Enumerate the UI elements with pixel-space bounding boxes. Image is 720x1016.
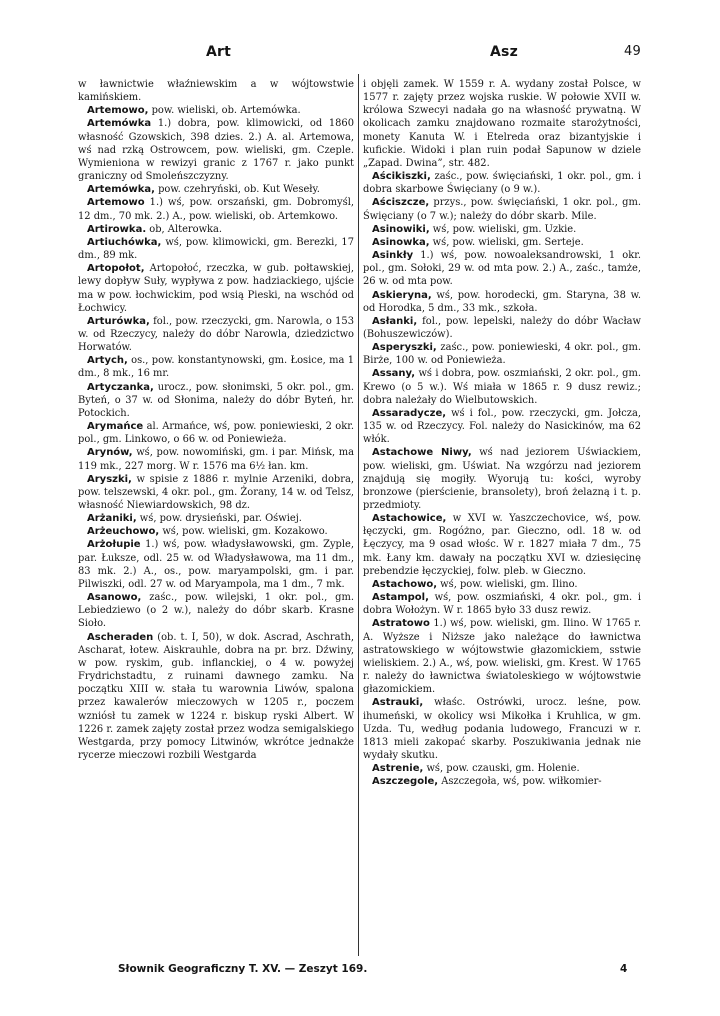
- entry-headword: Artemowo,: [87, 105, 149, 117]
- entry-text: Artopołoć, rzeczka, w gub. połtawskiej, lewy dopływ Suły, wypływa z pow. hadziackiego, ujście ma w pow. łochwickim, pod wsią Pieski, na wschód od Łochwicy.: [78, 263, 354, 314]
- left-column: [78, 78, 354, 954]
- dictionary-entry: [363, 617, 641, 696]
- entry-text: wś, pow. wieliski, gm. Uzkie.: [429, 223, 577, 235]
- entry-text: i objęli zamek. W 1559 r. A. wydany został Polsce, w 1577 r. zajęty przez wojska ruskie. W połowie XVII w. królowa Szwecyi nadała go na własność prywatną. W okolicach zamku znajdowano rozmaite starożytności, monety Kanuta W. i Etelreda oraz bizantyjskie i kufickie. Widoki i plan ruin podał Sapunow w dziele „Zapad. Dwina”, str. 482.: [363, 79, 641, 169]
- dictionary-entry: [363, 512, 641, 578]
- entry-headword: Asinowka,: [372, 236, 430, 248]
- dictionary-entry: [78, 538, 354, 591]
- dictionary-entry: [363, 236, 641, 249]
- dictionary-entry: [363, 367, 641, 406]
- dictionary-entry: [78, 446, 354, 472]
- entry-headword: Arynów,: [87, 447, 133, 459]
- entry-text: fol., pow. rzeczycki, gm. Narowla, o 153 w. od Rzeczycy, należy do dóbr Narowla, dziedzictwo Horwatów.: [78, 315, 354, 354]
- dictionary-entry: [78, 354, 354, 380]
- entry-text: wś, pow. horodecki, gm. Starynа, 38 w. od Horodka, 5 dm., 33 mk., szkoła.: [363, 289, 641, 314]
- entry-headword: Arymańce: [87, 421, 144, 433]
- entry-headword: Astachowe Niwy,: [372, 447, 472, 459]
- entry-text: w XVI w. Yaszczechovice, wś, pow. łęczycki, gm. Rogóżno, par. Gieczno, odl. 18 w. od Łęczycy, ma 9 osad włośc. W r. 1827 miała 7 dm., 75 mk. Łany km. dawały na początku XVI w. dziesięcinę prebendzie łęczyckiej, folw. pleb. w Gieczno.: [363, 513, 641, 577]
- entry-text: 1.) wś, pow. wieliski, gm. Ilino. W 1765 r. A. Wyższe i Niższe jako należące do ławnictwa astratowskiego w wójtowstwie głazomickiem, sstwie wieliskiem. 2.) A., wś, pow. wieliski, gm. Krest. W 1765 r. należy do ławnictwa światoleskiego w wójtowstwie głazomickiem.: [363, 618, 641, 696]
- entry-text: w spisie z 1886 r. mylnie Arzeniki, dobra, pow. telszewski, 4 okr. pol., gm. Żorany, 14 w. od Telsz, własność Niewiardowskich, 98 dz.: [78, 473, 354, 511]
- dictionary-entry: [78, 78, 354, 104]
- footer-sheet-number: 4: [620, 963, 628, 975]
- entry-headword: Asinowiki,: [372, 223, 430, 235]
- dictionary-entry: [363, 446, 641, 512]
- entry-headword: Astampol,: [372, 592, 429, 604]
- entry-headword: Assaradycze,: [372, 407, 447, 419]
- entry-text: wś, pow. nowomiński, gm. i par. Mińsk, ma 119 mk., 227 morg. W r. 1576 ma 6½ łan. km.: [78, 447, 354, 472]
- column-divider: [358, 74, 359, 956]
- dictionary-entry: [78, 473, 354, 512]
- entry-text: wś, pow. klimowicki, gm. Berezki, 17 dm., 89 mk.: [78, 236, 354, 262]
- entry-headword: Aścikiszki,: [372, 171, 431, 183]
- entry-text: wś i dobra, pow. oszmiański, 2 okr. pol., gm. Krewo (o 5 w.). Wś miała w 1865 r. 9 dusz rewiz.; dobra należały do Wielbutowskich.: [363, 368, 641, 406]
- entry-headword: Artiuchówka,: [87, 236, 162, 248]
- entry-text: Aszczegoła, wś, pow. wiłkomier-: [438, 776, 602, 788]
- dictionary-entry: [363, 696, 641, 762]
- entry-text: 1.) wś, pow. orszański, gm. Dobromyśl, 12 dm., 70 mk. 2.) A., pow. wieliski, ob. Artemkowo.: [78, 197, 354, 222]
- entry-headword: Artopołot,: [87, 263, 145, 275]
- entry-headword: Arżołupie: [87, 539, 141, 551]
- entry-text: 1.) wś, pow. władysławowski, gm. Zyple, par. Łuksze, odl. 25 w. od Władysławowa, ma 11 dm., 83 mk. 2.) A., os., pow. maryampolski, gm. i par. Pilwiszki, odl. 27 w. od Maryampola, ma 1 dm., 7 mk.: [78, 539, 354, 590]
- entry-headword: Arżeuchowo,: [87, 526, 160, 538]
- entry-headword: Artemowo: [87, 197, 145, 209]
- dictionary-entry: [363, 578, 641, 591]
- entry-text: wś, pow. wieliski, gm. Kozakowo.: [159, 526, 328, 538]
- dictionary-entry: [78, 631, 354, 763]
- running-head-center: Asz: [490, 44, 518, 60]
- entry-text: pow. wieliski, ob. Artemówka.: [148, 105, 301, 117]
- page-number: 49: [624, 44, 641, 59]
- entry-text: przys., pow. święciański, 1 okr. pol., gm. Święciany (o 7 w.); należy do dóbr skarb. Mile.: [363, 197, 641, 222]
- entry-headword: Ascheraden: [87, 631, 154, 643]
- dictionary-entry: [363, 775, 641, 788]
- entry-headword: Artych,: [87, 355, 128, 367]
- entry-headword: Arturówka,: [87, 315, 150, 327]
- dictionary-entry: [363, 407, 641, 446]
- entry-text: wś, pow. wieliski, gm. Ilino.: [437, 578, 578, 590]
- entry-text: wś, pow. oszmiański, 4 okr. pol., gm. i dobra Wołożyn. W r. 1865 było 33 dusz rewiz.: [363, 592, 641, 617]
- entry-headword: Assany,: [372, 368, 416, 380]
- dictionary-entry: [363, 196, 641, 222]
- running-head-left: Art: [206, 44, 232, 60]
- entry-headword: Aszczegole,: [372, 776, 439, 788]
- entry-text: 1.) dobra, pow. klimowicki, od 1860 własność Gzowskich, 398 dzies. 2.) A. al. Artemowa, wś nad rzką Ostrowcem, pow. wieliski, gm. Czeple. Wymieniona w rewizyi granic z 1767 r. jako punkt graniczny od Smoleńszczyzny.: [78, 118, 354, 183]
- entry-text: 1.) wś, pow. nowoaleksandrowski, 1 okr. pol., gm. Sołoki, 29 w. od mta pow. 2.) A., zaśc., tamże, 26 w. od mta pow.: [363, 250, 641, 288]
- entry-text: wś, pow. drysieński, par. Oświej.: [136, 513, 302, 525]
- entry-text: fol., pow. lepelski, należy do dóbr Wacław (Bohuszewiczów).: [363, 315, 641, 340]
- dictionary-entry: [363, 170, 641, 196]
- dictionary-entry: [78, 525, 354, 538]
- entry-headword: Arżaniki,: [87, 513, 137, 525]
- entry-text: wś, pow. wieliski, gm. Serteje.: [429, 236, 584, 248]
- dictionary-entry: [363, 762, 641, 775]
- dictionary-entry: [78, 223, 354, 236]
- entry-text: pow. czehryński, ob. Kut Weseły.: [154, 184, 320, 196]
- dictionary-entry: [78, 117, 354, 183]
- entry-headword: Asanowo,: [87, 592, 142, 604]
- entry-text: urocz., pow. słonimski, 5 okr. pol., gm. Byteń, o 37 w. od Słonima, należy do dóbr Byteń, hr. Potockich.: [78, 381, 354, 419]
- dictionary-entry: [78, 591, 354, 630]
- dictionary-entry: [78, 196, 354, 222]
- dictionary-entry: [363, 341, 641, 367]
- entry-headword: Aściszcze,: [372, 197, 430, 209]
- entry-headword: Asłanki,: [372, 315, 418, 327]
- entry-headword: Astachowice,: [372, 513, 447, 525]
- entry-text: (ob. t. I, 50), w dok. Ascrad, Aschrath, Ascharat, łotew. Aiskrauhle, dobra na pr. brz. Dźwiny, w pow. ryskim, gub. inflanckiej, o 4 w. powyżej Frydrichstadtu, z ruinami dawnego zamku. Na początku XIII w. stała tu warownia Liwów, spalona przez kawalerów mieczowych w 1205 r., poczem wzniósł tu zamek w 1224 r. biskup ryski Albert. W 1226 r. zamek zajęty został przez wodza semigalskiego Westgarda, przy pomocy Litwinów, wkrótce jednakże rycerze mieczowi rozbili Westgarda: [78, 631, 354, 761]
- dictionary-entry: [78, 183, 354, 196]
- entry-text: zaśc., pow. poniewieski, 4 okr. pol., gm. Birże, 100 w. od Poniewieża.: [363, 342, 641, 367]
- entry-headword: Artirowka.: [87, 223, 147, 235]
- dictionary-entry: [363, 289, 641, 315]
- dictionary-entry: [363, 315, 641, 341]
- entry-text: ob, Alterowka.: [146, 223, 223, 235]
- entry-headword: Aryszki,: [87, 473, 132, 485]
- footer-signature: Słownik Geograficzny T. XV. — Zeszyt 169.: [118, 963, 368, 975]
- right-column: [363, 78, 641, 954]
- entry-text: właśc. Ostrówki, urocz. leśne, pow. ihumeński, w okolicy wsi Mikołka i Kruhlica, w gm. Uzda. Tu, według podania ludowego, Francuzi w r. 1813 mieli zakopać skarby. Poszukiwania jednak nie wydały skutku.: [363, 697, 641, 761]
- dictionary-entry: [78, 236, 354, 262]
- entry-headword: Astrenie,: [372, 763, 424, 775]
- entry-headword: Asinkły: [372, 250, 414, 262]
- entry-text: wś i fol., pow. rzeczycki, gm. Jołcza, 135 w. od Rzeczycy. Fol. należy do Nasickinów, ma 62 włók.: [363, 407, 641, 446]
- dictionary-entry: [78, 315, 354, 354]
- dictionary-entry: [363, 591, 641, 617]
- entry-text: wś, pow. czauski, gm. Holenie.: [423, 763, 580, 775]
- dictionary-entry: [363, 78, 641, 170]
- entry-text: zaśc., pow. święciański, 1 okr. pol., gm. i dobra skarbowe Święciany (o 9 w.).: [363, 171, 641, 196]
- dictionary-entry: [363, 223, 641, 236]
- dictionary-entry: [78, 262, 354, 315]
- entry-headword: Astratowo: [372, 618, 430, 630]
- entry-text: al. Armańce, wś, pow. poniewieski, 2 okr. pol., gm. Linkowo, o 66 w. od Poniewieża.: [78, 421, 354, 446]
- entry-headword: Artemówka,: [87, 184, 155, 196]
- entry-text: w ławnictwie właźniewskim a w wójtowstwie kamińskiem.: [78, 79, 354, 104]
- entry-text: wś nad jeziorem Uświackiem, pow. wieliski, gm. Uświat. Na wzgórzu nad jeziorem znajdują się mogiły. Wyorują tu: kości, wyroby bronzowe (pierścienie, bransolety), broń żelazną i t. p. przedmioty.: [363, 447, 641, 511]
- dictionary-entry: [78, 512, 354, 525]
- dictionary-entry: [78, 381, 354, 420]
- entry-headword: Askieryna,: [372, 289, 432, 301]
- dictionary-entry: [78, 420, 354, 446]
- entry-headword: Astachowo,: [372, 578, 438, 590]
- entry-headword: Astrauki,: [372, 697, 424, 709]
- entry-text: zaśc., pow. wilejski, 1 okr. pol., gm. Lebiedziewo (o 2 w.), należy do dóbr skarb. Krasne Sioło.: [78, 592, 354, 630]
- dictionary-entry: [363, 249, 641, 288]
- entry-text: os., pow. konstantynowski, gm. Łosice, ma 1 dm., 8 mk., 16 mr.: [78, 355, 354, 380]
- dictionary-entry: [78, 104, 354, 117]
- entry-headword: Artemówka: [87, 118, 152, 130]
- entry-headword: Asperyszki,: [372, 342, 437, 354]
- entry-headword: Artyczanka,: [87, 381, 154, 393]
